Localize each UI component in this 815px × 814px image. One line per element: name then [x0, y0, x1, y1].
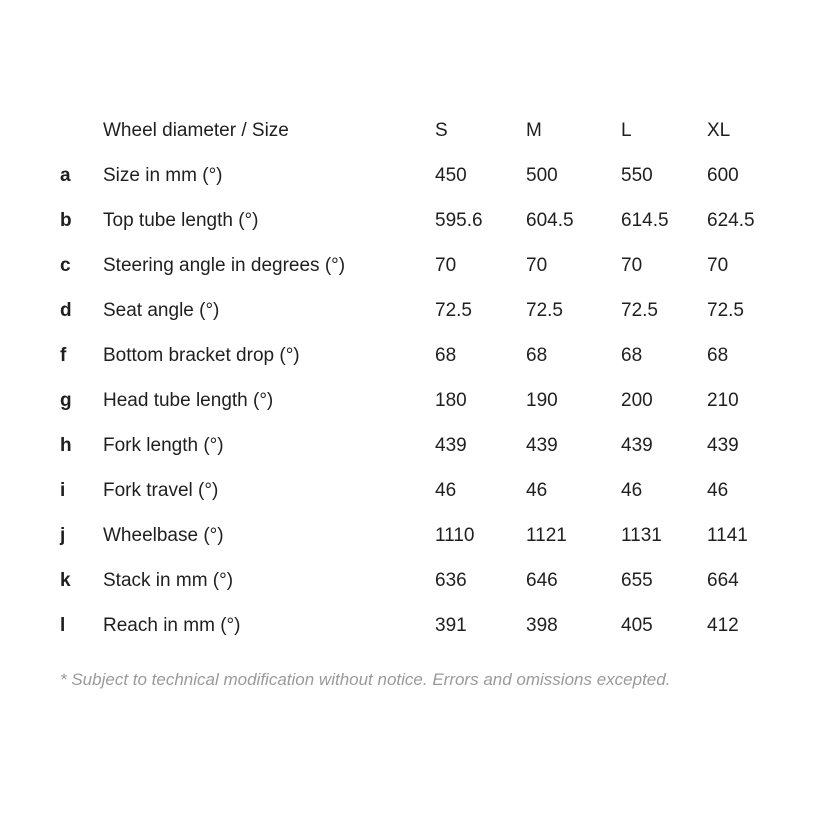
value-size-s: 391 — [435, 615, 467, 636]
table-row — [60, 558, 780, 603]
table-row — [60, 603, 780, 648]
value-size-l: 200 — [621, 390, 653, 411]
row-label: Head tube length (°) — [103, 390, 274, 411]
value-size-m: 398 — [526, 615, 558, 636]
value-size-xl: 412 — [707, 615, 739, 636]
table-row — [60, 198, 780, 243]
value-size-m: 68 — [526, 345, 548, 366]
value-size-l: 70 — [621, 255, 643, 276]
table-header-row — [60, 108, 780, 153]
value-size-m: 190 — [526, 390, 558, 411]
value-size-l: 405 — [621, 615, 653, 636]
value-size-xl: 210 — [707, 390, 739, 411]
row-letter: h — [60, 435, 72, 456]
row-letter: f — [60, 345, 67, 366]
row-letter: c — [60, 255, 71, 276]
value-size-s: 636 — [435, 570, 467, 591]
row-label: Bottom bracket drop (°) — [103, 345, 300, 366]
row-label: Fork length (°) — [103, 435, 224, 456]
header-size-m: M — [526, 120, 542, 141]
geometry-table — [60, 108, 780, 648]
value-size-l: 655 — [621, 570, 653, 591]
value-size-s: 595.6 — [435, 210, 483, 231]
row-letter: l — [60, 615, 66, 636]
value-size-m: 500 — [526, 165, 558, 186]
row-letter: b — [60, 210, 72, 231]
row-label: Seat angle (°) — [103, 300, 220, 321]
table-row — [60, 288, 780, 333]
header-size-s: S — [435, 120, 448, 141]
row-letter: k — [60, 570, 71, 591]
value-size-s: 439 — [435, 435, 467, 456]
table-row — [60, 243, 780, 288]
value-size-xl: 72.5 — [707, 300, 744, 321]
footnote: * Subject to technical modification without notice. Errors and omissions excepted. — [60, 670, 671, 689]
row-letter: a — [60, 165, 71, 186]
value-size-s: 450 — [435, 165, 467, 186]
value-size-xl: 1141 — [707, 525, 748, 546]
row-letter: j — [60, 525, 66, 546]
value-size-l: 1131 — [621, 525, 662, 546]
value-size-s: 70 — [435, 255, 457, 276]
value-size-m: 646 — [526, 570, 558, 591]
value-size-xl: 439 — [707, 435, 739, 456]
value-size-l: 550 — [621, 165, 653, 186]
table-row — [60, 333, 780, 378]
header-label: Wheel diameter / Size — [103, 120, 289, 141]
header-size-xl: XL — [707, 120, 731, 141]
row-label: Size in mm (°) — [103, 165, 223, 186]
table-row — [60, 513, 780, 558]
row-letter: d — [60, 300, 72, 321]
value-size-l: 614.5 — [621, 210, 669, 231]
table-body — [60, 153, 780, 648]
value-size-m: 439 — [526, 435, 558, 456]
value-size-xl: 68 — [707, 345, 729, 366]
value-size-s: 180 — [435, 390, 467, 411]
value-size-m: 72.5 — [526, 300, 563, 321]
value-size-m: 70 — [526, 255, 548, 276]
row-label: Fork travel (°) — [103, 480, 219, 501]
row-label: Steering angle in degrees (°) — [103, 255, 346, 276]
value-size-m: 604.5 — [526, 210, 574, 231]
header-size-l: L — [621, 120, 632, 141]
row-letter: g — [60, 390, 72, 411]
value-size-s: 72.5 — [435, 300, 472, 321]
value-size-s: 1110 — [435, 525, 475, 546]
row-label: Stack in mm (°) — [103, 570, 234, 591]
value-size-xl: 624.5 — [707, 210, 755, 231]
value-size-xl: 600 — [707, 165, 739, 186]
value-size-l: 72.5 — [621, 300, 658, 321]
value-size-m: 1121 — [526, 525, 567, 546]
table-row — [60, 423, 780, 468]
value-size-l: 68 — [621, 345, 643, 366]
row-label: Reach in mm (°) — [103, 615, 241, 636]
value-size-l: 439 — [621, 435, 653, 456]
value-size-s: 46 — [435, 480, 457, 501]
row-label: Top tube length (°) — [103, 210, 259, 231]
value-size-xl: 70 — [707, 255, 729, 276]
value-size-l: 46 — [621, 480, 643, 501]
table-row — [60, 153, 780, 198]
row-label: Wheelbase (°) — [103, 525, 224, 546]
value-size-xl: 664 — [707, 570, 739, 591]
value-size-m: 46 — [526, 480, 548, 501]
value-size-xl: 46 — [707, 480, 729, 501]
table-row — [60, 468, 780, 513]
value-size-s: 68 — [435, 345, 457, 366]
row-letter: i — [60, 480, 66, 501]
table-row — [60, 378, 780, 423]
